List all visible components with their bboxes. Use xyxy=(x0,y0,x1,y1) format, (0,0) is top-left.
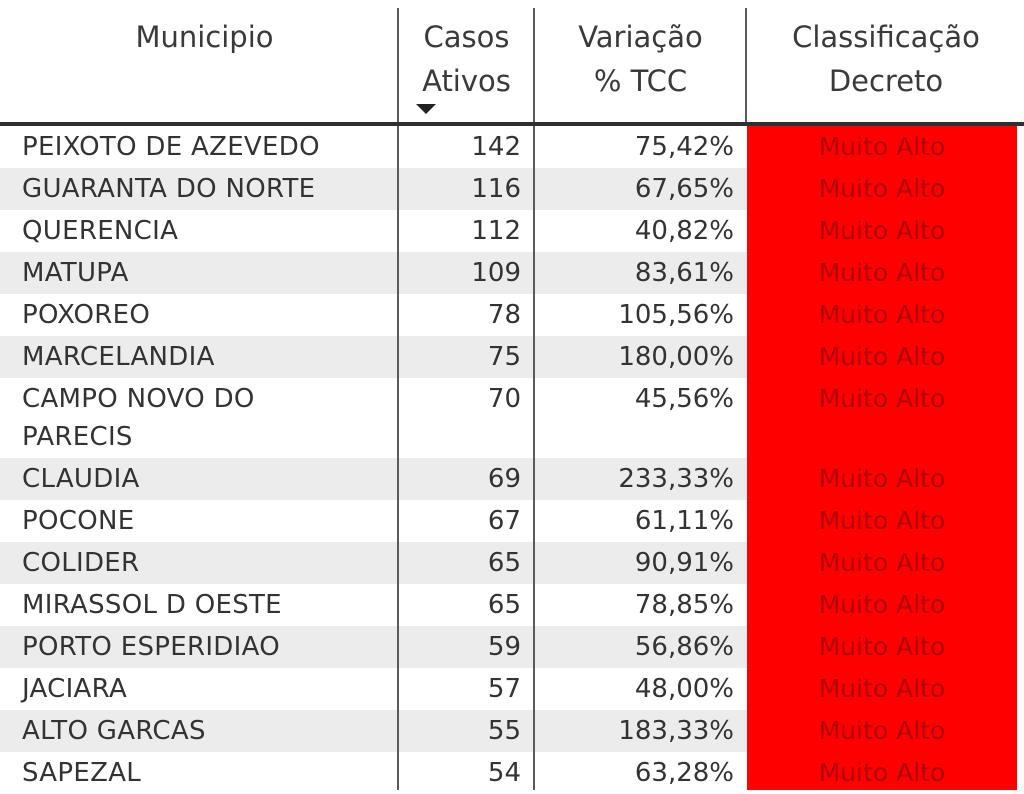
cell-variacao: 83,61% xyxy=(634,258,734,288)
cell-casos-ativos: 75 xyxy=(487,342,521,372)
cell-casos-ativos: 67 xyxy=(487,506,521,536)
cell-casos-ativos: 65 xyxy=(487,548,521,578)
column-header-variacao[interactable] xyxy=(536,0,745,122)
cell-variacao: 180,00% xyxy=(618,342,734,372)
cell-classificacao: Muito Alto xyxy=(818,384,946,413)
cell-municipio: ALTO GARCAS xyxy=(22,716,206,746)
cell-municipio-line2: PARECIS xyxy=(22,422,133,452)
table-row[interactable] xyxy=(0,500,1024,542)
cell-classificacao: Muito Alto xyxy=(818,132,946,161)
column-header-municipio[interactable] xyxy=(14,0,395,122)
table-row[interactable] xyxy=(0,252,1024,294)
sort-descending-icon[interactable] xyxy=(416,104,436,114)
cell-municipio: MATUPA xyxy=(22,258,129,288)
table-row[interactable] xyxy=(0,126,1024,168)
cell-casos-ativos: 65 xyxy=(487,590,521,620)
cell-variacao: 78,85% xyxy=(634,590,734,620)
cell-variacao: 90,91% xyxy=(634,548,734,578)
cell-classificacao: Muito Alto xyxy=(818,342,946,371)
column-divider xyxy=(745,8,747,122)
table-row[interactable] xyxy=(0,752,1024,790)
cell-municipio: PORTO ESPERIDIAO xyxy=(22,632,280,662)
header-label-classificacao-line1: Classificação xyxy=(792,20,980,54)
header-label-municipio: Municipio xyxy=(135,20,274,54)
cell-classificacao: Muito Alto xyxy=(818,300,946,329)
cell-classificacao: Muito Alto xyxy=(818,174,946,203)
cell-classificacao: Muito Alto xyxy=(818,548,946,577)
cell-casos-ativos: 55 xyxy=(487,716,521,746)
header-label-variacao-line2: % TCC xyxy=(593,64,688,98)
cell-casos-ativos: 57 xyxy=(487,674,521,704)
table-row[interactable] xyxy=(0,710,1024,752)
cell-variacao: 233,33% xyxy=(618,464,734,494)
cell-variacao: 183,33% xyxy=(618,716,734,746)
cell-variacao: 67,65% xyxy=(634,174,734,204)
cell-municipio: CLAUDIA xyxy=(22,464,140,494)
table-row[interactable] xyxy=(0,584,1024,626)
header-divider xyxy=(0,122,1024,126)
cell-variacao: 48,00% xyxy=(634,674,734,704)
cell-casos-ativos: 69 xyxy=(487,464,521,494)
table-row[interactable] xyxy=(0,168,1024,210)
cell-classificacao: Muito Alto xyxy=(818,716,946,745)
cell-casos-ativos: 54 xyxy=(487,758,521,788)
cell-municipio xyxy=(22,380,392,456)
cell-classificacao: Muito Alto xyxy=(818,216,946,245)
cell-variacao: 75,42% xyxy=(634,132,734,162)
cell-classificacao: Muito Alto xyxy=(818,632,946,661)
cell-casos-ativos: 142 xyxy=(471,132,521,162)
header-label-casos-line1: Casos xyxy=(423,20,510,54)
cell-casos-ativos: 109 xyxy=(471,258,521,288)
cell-casos-ativos: 116 xyxy=(471,174,521,204)
cell-municipio-line1: CAMPO NOVO DO xyxy=(22,384,255,414)
cell-municipio: QUERENCIA xyxy=(22,216,179,246)
cell-classificacao: Muito Alto xyxy=(818,758,946,787)
table-row[interactable] xyxy=(0,542,1024,584)
cell-casos-ativos: 70 xyxy=(487,384,521,414)
cell-casos-ativos: 59 xyxy=(487,632,521,662)
cell-classificacao: Muito Alto xyxy=(818,590,946,619)
cell-casos-ativos: 112 xyxy=(471,216,521,246)
cell-variacao: 105,56% xyxy=(618,300,734,330)
cell-municipio: MIRASSOL D OESTE xyxy=(22,590,282,620)
header-label-variacao-line1: Variação xyxy=(578,20,703,54)
cell-variacao: 56,86% xyxy=(634,632,734,662)
table-header xyxy=(0,0,1024,122)
cell-variacao: 40,82% xyxy=(634,216,734,246)
cell-municipio: MARCELANDIA xyxy=(22,342,215,372)
cell-casos-ativos: 78 xyxy=(487,300,521,330)
cell-municipio: GUARANTA DO NORTE xyxy=(22,174,316,204)
column-header-classificacao[interactable] xyxy=(748,0,1024,122)
cell-municipio: SAPEZAL xyxy=(22,758,142,788)
cell-variacao: 61,11% xyxy=(634,506,734,536)
cell-classificacao: Muito Alto xyxy=(818,258,946,287)
table-row[interactable] xyxy=(0,210,1024,252)
header-label-casos-line2: Ativos xyxy=(422,64,511,98)
cell-municipio: JACIARA xyxy=(22,674,128,704)
table-row[interactable] xyxy=(0,458,1024,500)
table-row[interactable] xyxy=(0,626,1024,668)
table-row[interactable] xyxy=(0,378,1024,458)
header-label-classificacao-line2: Decreto xyxy=(828,64,944,98)
cell-classificacao: Muito Alto xyxy=(818,674,946,703)
cell-variacao: 45,56% xyxy=(634,384,734,414)
cell-classificacao: Muito Alto xyxy=(818,464,946,493)
cell-municipio: PEIXOTO DE AZEVEDO xyxy=(22,132,320,162)
cell-municipio: POCONE xyxy=(22,506,135,536)
cell-municipio: POXOREO xyxy=(22,300,151,330)
table-row[interactable] xyxy=(0,336,1024,378)
table-row[interactable] xyxy=(0,294,1024,336)
table-row[interactable] xyxy=(0,668,1024,710)
cell-classificacao: Muito Alto xyxy=(818,506,946,535)
cell-variacao: 63,28% xyxy=(634,758,734,788)
cell-municipio: COLIDER xyxy=(22,548,140,578)
